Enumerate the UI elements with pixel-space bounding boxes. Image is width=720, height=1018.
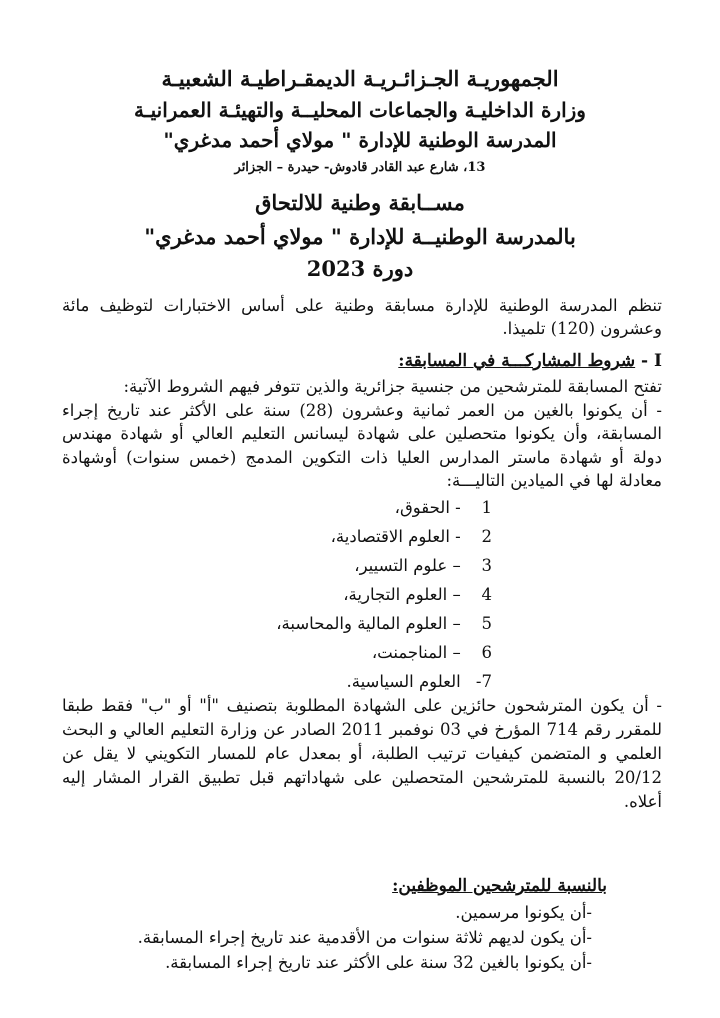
intro-paragraph: تنظم المدرسة الوطنية للإدارة مسابقة وطنية على أساس الاختبارات لتوظيف مائة وعشرون (120) تلميذا. [62,296,662,338]
list-item-number: 4 [481,584,492,604]
list-item-label: – علوم التسيير، [354,555,461,575]
list-item [62,580,662,609]
list-item-number: 3 [481,555,492,575]
doc-title-line1: مســابقة وطنية للالتحاق [255,190,465,215]
section-number: I [654,351,662,371]
list-item-label: – المناجمنت، [371,642,461,662]
list-item-number: 6 [481,642,492,662]
age-condition: - أن يكونوا بالغين من العمر ثمانية وعشرون (28) سنة على الأكثر عند تاريخ إجراء المسابقة، وأن يكونوا متحصلين على شهادة ليسانس التعليم العالي أو شهادة مهندس دولة أو شهادة ماستر المدارس العليا ذات التكوين المدمج (خمس سنوات) أوشهادة معادلة لها في الميادين التاليـــة: [62,400,662,490]
list-item-number: 2 [481,526,492,546]
school-address: 13، شارع عبد القادر قادوش- حيدرة – الجزائر [234,160,486,175]
list-item [62,609,662,638]
list-item: -أن يكونوا مرسمين. [455,903,592,922]
list-item [62,667,662,696]
section-title: شروط المشاركـــة في المسابقة: [398,351,636,371]
list-item-label: - العلوم الاقتصادية، [330,526,461,546]
list-item [62,551,662,580]
list-item-number: 1 [481,497,492,517]
list-item [62,638,662,667]
list-item-number: 7- [475,671,492,691]
list-item: -أن يكون لديهم ثلاثة سنوات من الأقدمية عند تاريخ إجراء المسابقة. [137,928,592,947]
list-item [62,493,662,522]
list-item-number: 5 [481,613,492,633]
school-header: المدرسة الوطنية للإدارة " مولاي أحمد مدغري" [163,128,557,152]
section-heading: I - شروط المشاركـــة في المسابقة: [398,351,662,371]
employees-heading: بالنسبة للمترشحين الموظفين: [392,876,607,896]
list-item-label: العلوم السياسية. [346,671,461,691]
degree-condition: - أن يكون المترشحون حائزين على الشهادة المطلوبة بتصنيف "أ" أو "ب" فقط طبقا للمقرر رقم 714 المؤرخ في 03 نوفمبر 2011 الصادر عن وزارة التعليم العالي و البحث العلمي و المتضمن كيفيات ترتيب الطلبة، أو بمعدل عام للمسار التكويني لا يقل عن 20/12 بالنسبة للمترشحين المتحصلين على شهاداتهم قبل تطبيق القرار المشار إليه أعلاه. [62,696,663,811]
conditions-block [62,375,662,696]
conditions-lead: تفتح المسابقة للمترشحين من جنسية جزائرية والذين تتوفر فيهم الشروط الآتية: [123,377,662,396]
ministry-header: وزارة الداخليـة والجماعات المحليــة والتهيئـة العمرانيـة [134,98,586,122]
doc-title-line2: بالمدرسة الوطنيــة للإدارة " مولاي أحمد مدغري" [144,224,576,249]
employees-conditions [62,900,592,975]
list-item: -أن يكونوا بالغين 32 سنة على الأكثر عند تاريخ إجراء المسابقة. [165,953,592,972]
list-item [62,522,662,551]
list-item-label: – العلوم المالية والمحاسبة، [276,613,461,633]
degree-condition-block [62,694,662,814]
list-item-label: – العلوم التجارية، [343,584,461,604]
doc-session: دورة 2023 [306,256,414,281]
fields-list [62,493,662,696]
republic-header: الجمهوريـة الجـزائـريـة الديمقـراطيـة الشعبيـة [161,66,559,91]
list-item-label: - الحقوق، [394,497,461,517]
